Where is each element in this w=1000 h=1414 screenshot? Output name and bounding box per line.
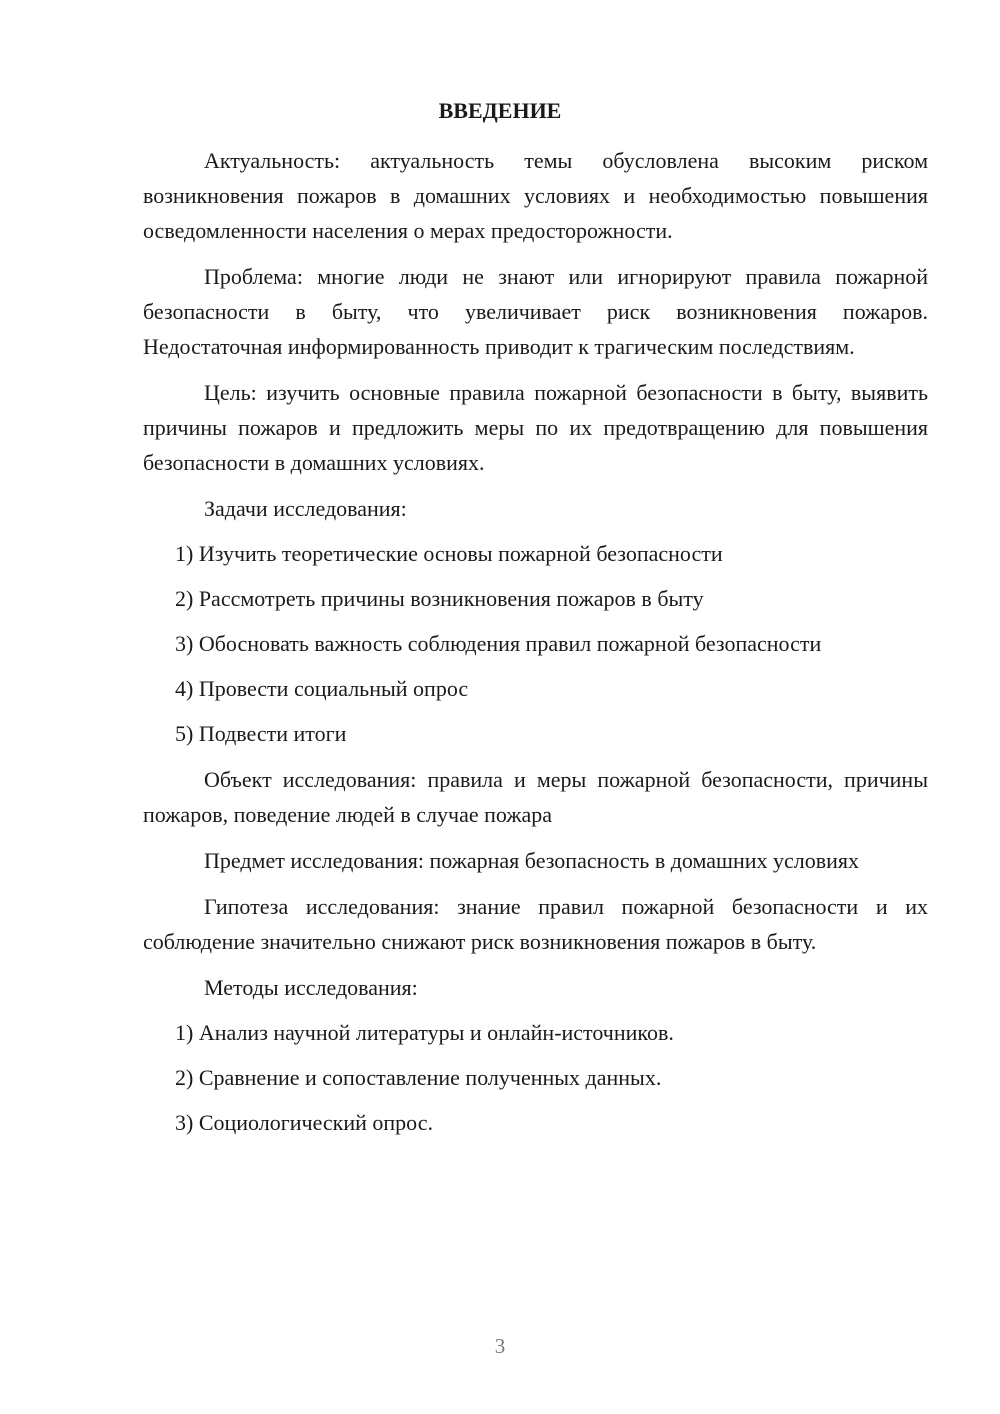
tasks-heading: Задачи исследования:	[204, 496, 407, 521]
task-item: 5) Подвести итоги	[175, 721, 347, 746]
relevance-paragraph: Актуальность: актуальность темы обусловлена высоким риском возникновения пожаров в домашних условиях и необходимостью повышения осведомленности населения о мерах предосторожности.	[143, 148, 928, 243]
method-item: 1) Анализ научной литературы и онлайн-источников.	[175, 1020, 674, 1045]
tasks-list	[143, 537, 928, 751]
problem-paragraph: Проблема: многие люди не знают или игнорируют правила пожарной безопасности в быту, что увеличивает риск возникновения пожаров. Недостаточная информированность приводит к трагическим последствиям.	[143, 264, 928, 359]
document-body	[143, 143, 928, 1151]
method-item: 3) Социологический опрос.	[175, 1110, 433, 1135]
subject-paragraph: Предмет исследования: пожарная безопасность в домашних условиях	[204, 848, 860, 873]
task-item: 3) Обосновать важность соблюдения правил пожарной безопасности	[175, 631, 822, 656]
page-title: ВВЕДЕНИЕ	[438, 98, 562, 123]
task-item: 2) Рассмотреть причины возникновения пожаров в быту	[175, 586, 704, 611]
task-item: 4) Провести социальный опрос	[175, 676, 469, 701]
page-number: 3	[494, 1334, 506, 1358]
method-item: 2) Сравнение и сопоставление полученных данных.	[175, 1065, 662, 1090]
goal-paragraph: Цель: изучить основные правила пожарной безопасности в быту, выявить причины пожаров и предложить меры по их предотвращению для повышения безопасности в домашних условиях.	[143, 380, 928, 475]
task-item: 1) Изучить теоретические основы пожарной безопасности	[175, 541, 723, 566]
methods-heading: Методы исследования:	[204, 975, 418, 1000]
hypothesis-paragraph: Гипотеза исследования: знание правил пожарной безопасности и их соблюдение значительно снижают риск возникновения пожаров в быту.	[143, 894, 928, 954]
object-paragraph: Объект исследования: правила и меры пожарной безопасности, причины пожаров, поведение людей в случае пожара	[143, 767, 928, 827]
methods-list	[143, 1016, 928, 1140]
